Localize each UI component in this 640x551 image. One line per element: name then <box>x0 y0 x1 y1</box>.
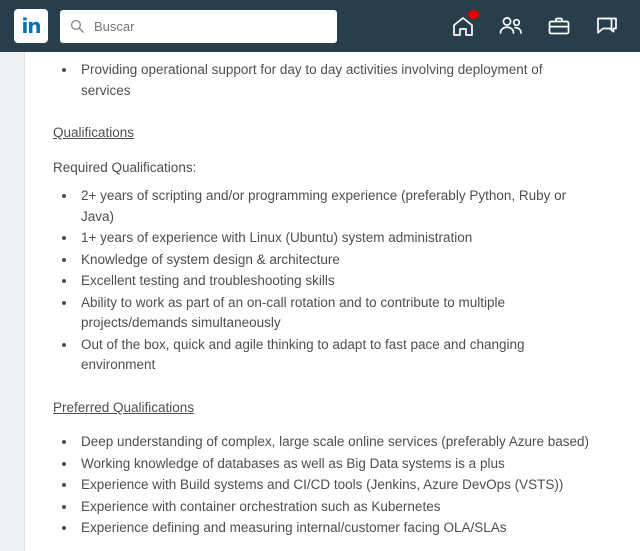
list-item: • Deep understanding of complex, large scale online services (preferably Azure based) <box>77 432 592 453</box>
preferred-qualifications-heading: Preferred Qualifications <box>53 399 195 415</box>
top-bullet-list <box>53 60 592 101</box>
linkedin-logo[interactable] <box>14 9 48 43</box>
home-icon[interactable] <box>450 13 476 39</box>
search-box[interactable] <box>60 10 337 43</box>
required-qualifications-list <box>53 186 592 376</box>
jobs-icon[interactable] <box>546 13 572 39</box>
search-icon <box>70 19 84 33</box>
search-input[interactable] <box>92 18 327 35</box>
list-item: • Working knowledge of databases as well as Big Data systems is a plus <box>77 454 592 475</box>
qualifications-heading: Qualifications <box>53 125 135 141</box>
list-item: • Knowledge of system design & architecture <box>77 250 592 271</box>
list-item: • Experience with Build systems and CI/CD tools (Jenkins, Azure DevOps (VSTS)) <box>77 475 592 496</box>
required-qualifications-heading: Required Qualifications: <box>53 159 197 175</box>
nav-icon-group <box>450 13 626 39</box>
page-content <box>0 52 640 551</box>
linkedin-logo-text: in <box>21 14 41 38</box>
list-item: • Excellent testing and troubleshooting skills <box>77 271 592 292</box>
network-icon[interactable] <box>498 13 524 39</box>
list-item: • 2+ years of scripting and/or programming experience (preferably Python, Ruby or Java) <box>77 186 592 227</box>
list-item: • Out of the box, quick and agile thinking to adapt to fast pace and changing environment <box>77 335 592 376</box>
top-navigation-bar <box>0 0 640 52</box>
list-item: • Ability to work as part of an on-call rotation and to contribute to multiple projects/demands simultaneously <box>77 293 592 334</box>
list-item: • Experience with container orchestration such as Kubernetes <box>77 497 592 518</box>
home-notification-badge <box>468 10 479 19</box>
list-item: • Experience defining and measuring internal/customer facing OLA/SLAs <box>77 518 592 539</box>
list-item: • 1+ years of experience with Linux (Ubuntu) system administration <box>77 228 592 249</box>
right-gutter <box>622 52 640 551</box>
preferred-qualifications-list <box>53 432 592 539</box>
messaging-icon[interactable] <box>594 13 620 39</box>
left-gutter <box>0 52 25 551</box>
list-item: • Providing operational support for day to day activities involving deployment of services <box>77 60 592 101</box>
job-description-article <box>25 52 622 551</box>
